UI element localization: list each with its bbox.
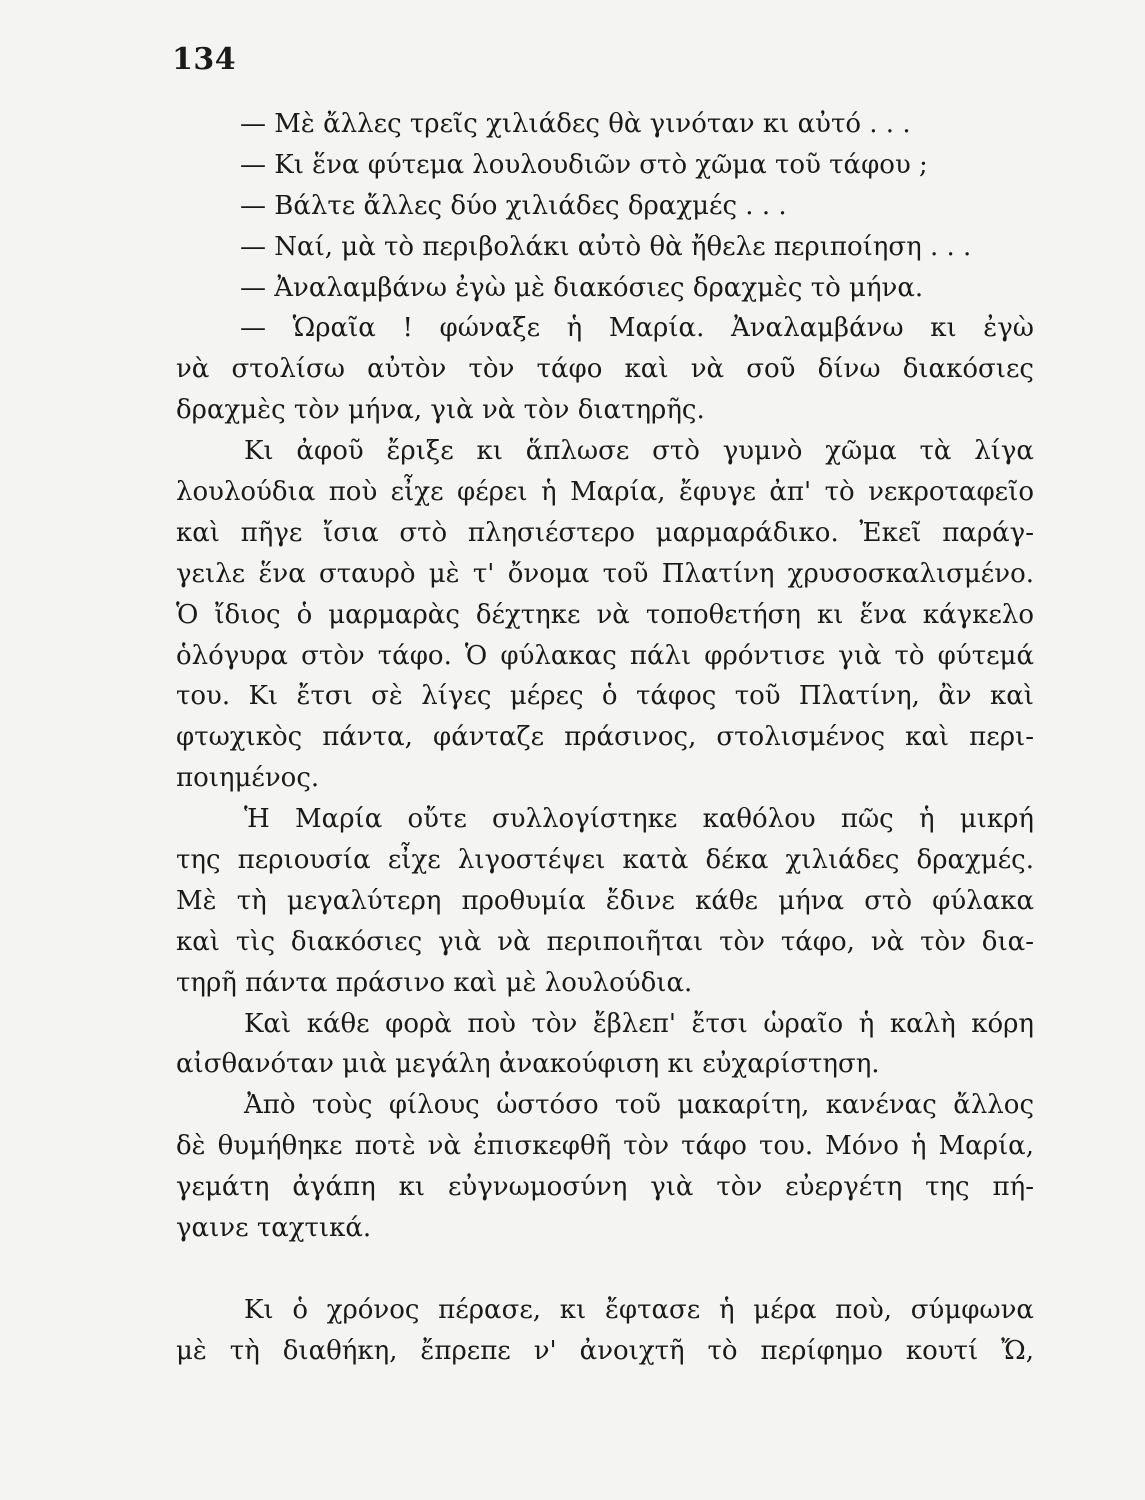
text-line: Καὶ κάθε φορὰ ποὺ τὸν ἔβλεπ' ἔτσι ὡραῖο ἡ καλὴ κόρη <box>244 1008 1034 1039</box>
text-line: αἰσθανόταν μιὰ μεγάλη ἀνακούφιση κι εὐχαρίστηση. <box>176 1049 880 1080</box>
text-line: Ἡ Μαρία οὔτε συλλογίστηκε καθόλου πῶς ἡ μικρή <box>244 804 1034 835</box>
paragraph-gap <box>176 1249 1034 1290</box>
text-line: ποιημένος. <box>176 763 320 794</box>
text-line: — Ὡραῖα ! φώναξε ἡ Μαρία. Ἀναλαμβάνω κι ἐγὼ <box>240 313 1034 344</box>
text-line: φτωχικὸς πάντα, φάνταζε πράσινος, στολισμένος καὶ περι- <box>176 722 1034 753</box>
text-line: — Ἀναλαμβάνω ἐγὼ μὲ διακόσιες δραχμὲς τὸ μήνα. <box>240 272 924 303</box>
text-line: Μὲ τὴ μεγαλύτερη προθυμία ἔδινε κάθε μήνα στὸ φύλακα <box>176 885 1034 916</box>
text-line: — Ναί, μὰ τὸ περιβολάκι αὐτὸ θὰ ἤθελε περιποίηση . . . <box>240 231 972 262</box>
text-line: Ἀπὸ τοὺς φίλους ὡστόσο τοῦ μακαρίτη, κανένας ἄλλος <box>244 1090 1034 1121</box>
text-line: Ὁ ἴδιος ὁ μαρμαρὰς δέχτηκε νὰ τοποθετήση κι ἕνα κάγκελο <box>176 599 1034 630</box>
text-line: γεμάτη ἀγάπη κι εὐγνωμοσύνη γιὰ τὸν εὐεργέτη της πή- <box>176 1172 1034 1203</box>
text-line: τηρῆ πάντα πράσινο καὶ μὲ λουλούδια. <box>176 967 693 998</box>
page-number: 134 <box>172 42 237 77</box>
text-line: Κι ὁ χρόνος πέρασε, κι ἔφτασε ἡ μέρα ποὺ, σύμφωνα <box>244 1294 1034 1325</box>
text-line: — Κι ἕνα φύτεμα λουλουδιῶν στὸ χῶμα τοῦ τάφου ; <box>240 149 928 180</box>
text-line: της περιουσία εἶχε λιγοστέψει κατὰ δέκα χιλιάδες δραχμές. <box>176 845 1034 876</box>
text-line: γαινε ταχτικά. <box>176 1213 372 1244</box>
text-line: του. Κι ἔτσι σὲ λίγες μέρες ὁ τάφος τοῦ Πλατίνη, ἂν καὶ <box>176 681 1034 712</box>
text-line: νὰ στολίσω αὐτὸν τὸν τάφο καὶ νὰ σοῦ δίνω διακόσιες <box>176 354 1034 385</box>
text-line: δραχμὲς τὸν μήνα, γιὰ νὰ τὸν διατηρῆς. <box>176 395 705 426</box>
text-line: Κι ἀφοῦ ἔριξε κι ἅπλωσε στὸ γυμνὸ χῶμα τὰ λίγα <box>244 436 1034 467</box>
text-line: καὶ πῆγε ἴσια στὸ πλησιέστερο μαρμαράδικο. Ἐκεῖ παράγ- <box>176 517 1034 548</box>
text-line: καὶ τὶς διακόσιες γιὰ νὰ περιποιῆται τὸν τάφο, νὰ τὸν δια- <box>176 926 1034 957</box>
text-line: ὁλόγυρα στὸν τάφο. Ὁ φύλακας πάλι φρόντισε γιὰ τὸ φύτεμά <box>176 640 1034 671</box>
text-line: λουλούδια ποὺ εἶχε φέρει ἡ Μαρία, ἔφυγε ἀπ' τὸ νεκροταφεῖο <box>176 477 1034 508</box>
text-line: — Βάλτε ἄλλες δύο χιλιάδες δραχμές . . . <box>240 190 787 221</box>
text-line: — Μὲ ἄλλες τρεῖς χιλιάδες θὰ γινόταν κι αὐτό . . . <box>240 109 911 139</box>
text-line: δὲ θυμήθηκε ποτὲ νὰ ἐπισκεφθῆ τὸν τάφο του. Μόνο ἡ Μαρία, <box>176 1131 1034 1162</box>
body-text <box>176 104 1034 1372</box>
text-line: γειλε ἕνα σταυρὸ μὲ τ' ὄνομα τοῦ Πλατίνη χρυσοσκαλισμένο. <box>176 558 1034 589</box>
text-line: μὲ τὴ διαθήκη, ἔπρεπε ν' ἀνοιχτῆ τὸ περίφημο κουτί Ὤ, <box>176 1335 1034 1366</box>
